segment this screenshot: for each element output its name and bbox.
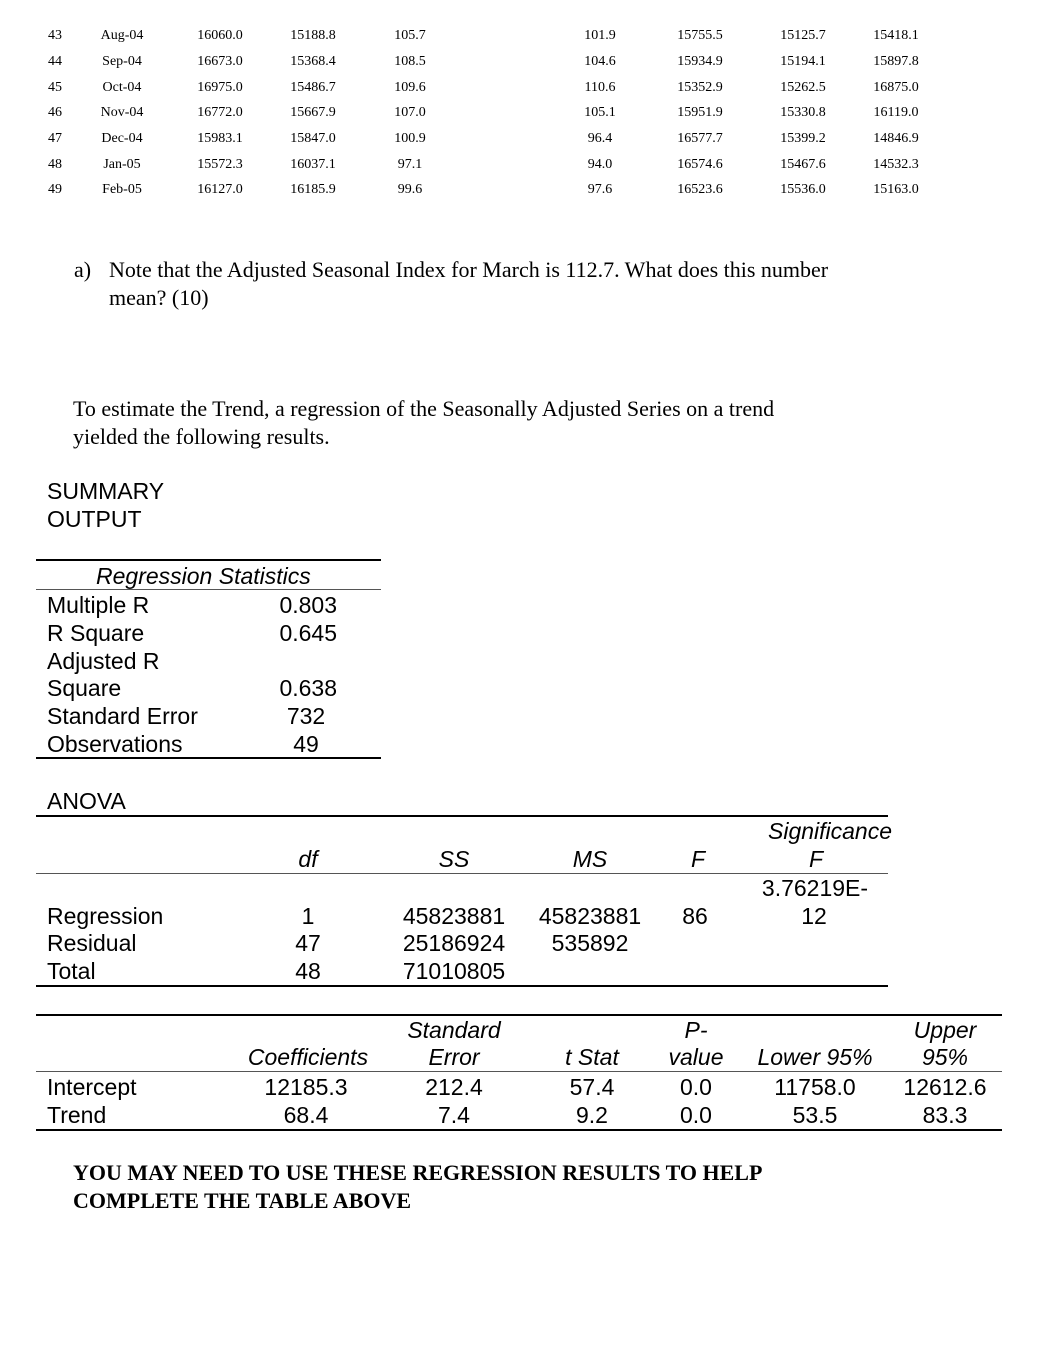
cell-value-1: 16127.0 xyxy=(197,182,243,197)
coef-trend-upper-95: 83.3 xyxy=(922,1102,968,1128)
cell-value-5: 15951.9 xyxy=(677,105,723,120)
standard-error-label: Standard Error xyxy=(47,703,198,729)
cell-month: Jan-05 xyxy=(103,157,141,172)
cell-value-7: 15163.0 xyxy=(873,182,919,197)
anova-header-significance-line2: F xyxy=(808,846,824,872)
footer-note-line1: YOU MAY NEED TO USE THESE REGRESSION RESULTS TO HELP xyxy=(73,1160,763,1185)
coef-header-standard-error-line2: Error xyxy=(428,1044,480,1070)
coef-intercept-standard-error: 212.4 xyxy=(425,1074,483,1100)
coef-trend-lower-95: 53.5 xyxy=(792,1102,838,1128)
cell-row-number: 43 xyxy=(48,28,62,43)
coef-trend-coefficient: 68.4 xyxy=(283,1102,329,1128)
anova-header-ms: MS xyxy=(572,846,608,872)
divider xyxy=(36,757,381,759)
cell-value-7: 14532.3 xyxy=(873,157,919,172)
cell-row-number: 48 xyxy=(48,157,62,172)
r-square-value: 0.645 xyxy=(279,620,337,646)
anova-total-df: 48 xyxy=(295,958,321,984)
table-row xyxy=(0,182,1052,208)
cell-month: Aug-04 xyxy=(100,28,144,43)
question-a-marker: a) xyxy=(74,257,92,282)
question-a-line1: Note that the Adjusted Seasonal Index for March is 112.7. What does this number xyxy=(109,257,829,282)
coef-trend-standard-error: 7.4 xyxy=(438,1102,470,1128)
anova-header-df: df xyxy=(298,846,318,872)
cell-month: Oct-04 xyxy=(102,80,142,95)
cell-month: Nov-04 xyxy=(100,105,144,120)
anova-total-ss: 71010805 xyxy=(402,958,506,984)
cell-value-2: 16037.1 xyxy=(290,157,336,172)
cell-row-number: 45 xyxy=(48,80,62,95)
cell-value-7: 15418.1 xyxy=(873,28,919,43)
coef-intercept-p-value: 0.0 xyxy=(680,1074,712,1100)
divider xyxy=(36,1129,1002,1131)
cell-value-6: 15399.2 xyxy=(780,131,826,146)
cell-month: Feb-05 xyxy=(102,182,142,197)
cell-value-4: 96.4 xyxy=(587,131,613,146)
intro-line1: To estimate the Trend, a regression of the Seasonally Adjusted Series on a trend xyxy=(73,396,775,421)
cell-value-4: 110.6 xyxy=(584,80,616,95)
coef-header-upper-line2: 95% xyxy=(921,1044,969,1070)
table-row xyxy=(0,54,1052,80)
anova-residual-label: Residual xyxy=(47,930,137,956)
cell-value-4: 97.6 xyxy=(587,182,613,197)
cell-value-1: 16673.0 xyxy=(197,54,243,69)
table-row xyxy=(0,28,1052,54)
anova-total-label: Total xyxy=(47,958,96,984)
cell-value-7: 16875.0 xyxy=(873,80,919,95)
divider xyxy=(36,1071,1002,1072)
cell-value-2: 15368.4 xyxy=(290,54,336,69)
coef-intercept-coefficient: 12185.3 xyxy=(264,1074,348,1100)
anova-regression-label: Regression xyxy=(47,903,164,929)
cell-value-4: 101.9 xyxy=(584,28,616,43)
divider xyxy=(36,815,888,817)
table-row xyxy=(0,157,1052,183)
divider xyxy=(36,589,381,590)
anova-regression-significance-line1: 3.76219E- xyxy=(761,875,869,901)
cell-row-number: 47 xyxy=(48,131,62,146)
anova-title: ANOVA xyxy=(47,788,126,814)
table-row xyxy=(0,80,1052,106)
cell-value-6: 15467.6 xyxy=(780,157,826,172)
cell-value-2: 15667.9 xyxy=(290,105,336,120)
coef-header-lower-95: Lower 95% xyxy=(757,1044,873,1070)
coef-header-coefficients: Coefficients xyxy=(247,1044,369,1070)
anova-regression-significance-line2: 12 xyxy=(801,903,827,929)
multiple-r-value: 0.803 xyxy=(279,592,337,618)
regression-statistics-title: Regression Statistics xyxy=(96,563,311,589)
cell-row-number: 49 xyxy=(48,182,62,197)
coef-header-upper-line1: Upper xyxy=(913,1017,977,1043)
divider xyxy=(36,985,888,987)
intro-line2: yielded the following results. xyxy=(73,424,330,449)
multiple-r-label: Multiple R xyxy=(47,592,150,618)
cell-value-5: 16574.6 xyxy=(677,157,723,172)
anova-header-significance-line1: Significance xyxy=(768,818,893,844)
cell-value-3: 105.7 xyxy=(394,28,426,43)
coef-trend-t-stat: 9.2 xyxy=(576,1102,608,1128)
observations-value: 49 xyxy=(293,731,319,757)
coef-intercept-lower-95: 11758.0 xyxy=(774,1074,856,1100)
cell-value-2: 15847.0 xyxy=(290,131,336,146)
anova-header-ss: SS xyxy=(438,846,470,872)
cell-value-2: 15486.7 xyxy=(290,80,336,95)
cell-value-3: 109.6 xyxy=(394,80,426,95)
cell-month: Sep-04 xyxy=(102,54,142,69)
cell-value-5: 15755.5 xyxy=(677,28,723,43)
cell-value-1: 16772.0 xyxy=(197,105,243,120)
cell-value-1: 15572.3 xyxy=(197,157,243,172)
divider xyxy=(36,1014,1002,1016)
cell-value-3: 97.1 xyxy=(397,157,423,172)
coef-header-standard-error-line1: Standard xyxy=(407,1017,501,1043)
table-row xyxy=(0,105,1052,131)
anova-regression-df: 1 xyxy=(301,903,315,929)
cell-value-4: 94.0 xyxy=(587,157,613,172)
cell-row-number: 44 xyxy=(48,54,62,69)
anova-header-f: F xyxy=(690,846,706,872)
anova-regression-ms: 45823881 xyxy=(538,903,642,929)
standard-error-value: 732 xyxy=(286,703,326,729)
question-a-line2: mean? (10) xyxy=(109,285,209,310)
adjusted-r-square-label-line2: Square xyxy=(47,675,122,701)
cell-value-5: 16577.7 xyxy=(677,131,723,146)
cell-value-6: 15194.1 xyxy=(780,54,826,69)
anova-residual-ss: 25186924 xyxy=(402,930,506,956)
cell-value-6: 15125.7 xyxy=(780,28,826,43)
cell-value-7: 16119.0 xyxy=(873,105,919,120)
cell-value-3: 108.5 xyxy=(394,54,426,69)
anova-residual-ms: 535892 xyxy=(551,930,629,956)
coef-intercept-upper-95: 12612.6 xyxy=(903,1074,987,1100)
cell-value-5: 15352.9 xyxy=(677,80,723,95)
adjusted-r-square-value: 0.638 xyxy=(279,675,337,701)
cell-value-4: 104.6 xyxy=(584,54,616,69)
coef-header-p-value-line1: P- xyxy=(684,1017,708,1043)
cell-value-1: 15983.1 xyxy=(197,131,243,146)
cell-value-3: 100.9 xyxy=(394,131,426,146)
summary-title-line2: OUTPUT xyxy=(47,506,142,532)
cell-value-6: 15536.0 xyxy=(780,182,826,197)
coef-intercept-t-stat: 57.4 xyxy=(569,1074,615,1100)
table-row xyxy=(0,131,1052,157)
cell-month: Dec-04 xyxy=(101,131,143,146)
observations-label: Observations xyxy=(47,731,183,757)
cell-value-7: 14846.9 xyxy=(873,131,919,146)
adjusted-r-square-label-line1: Adjusted R xyxy=(47,648,160,674)
anova-regression-f: 86 xyxy=(682,903,708,929)
footer-note-line2: COMPLETE THE TABLE ABOVE xyxy=(73,1188,412,1213)
cell-value-5: 16523.6 xyxy=(677,182,723,197)
coef-trend-label: Trend xyxy=(47,1102,107,1128)
cell-value-6: 15330.8 xyxy=(780,105,826,120)
cell-value-1: 16975.0 xyxy=(197,80,243,95)
cell-value-4: 105.1 xyxy=(584,105,616,120)
coef-header-t-stat: t Stat xyxy=(565,1044,619,1070)
divider xyxy=(36,559,381,561)
cell-value-1: 16060.0 xyxy=(197,28,243,43)
cell-value-5: 15934.9 xyxy=(677,54,723,69)
cell-value-7: 15897.8 xyxy=(873,54,919,69)
cell-value-3: 107.0 xyxy=(394,105,426,120)
r-square-label: R Square xyxy=(47,620,145,646)
cell-value-6: 15262.5 xyxy=(780,80,826,95)
coef-trend-p-value: 0.0 xyxy=(680,1102,712,1128)
coef-intercept-label: Intercept xyxy=(47,1074,137,1100)
cell-value-2: 16185.9 xyxy=(290,182,336,197)
anova-regression-ss: 45823881 xyxy=(402,903,506,929)
anova-residual-df: 47 xyxy=(295,930,321,956)
cell-row-number: 46 xyxy=(48,105,62,120)
summary-title-line1: SUMMARY xyxy=(47,478,165,504)
coef-header-p-value-line2: value xyxy=(668,1044,724,1070)
cell-value-2: 15188.8 xyxy=(290,28,336,43)
cell-value-3: 99.6 xyxy=(397,182,423,197)
